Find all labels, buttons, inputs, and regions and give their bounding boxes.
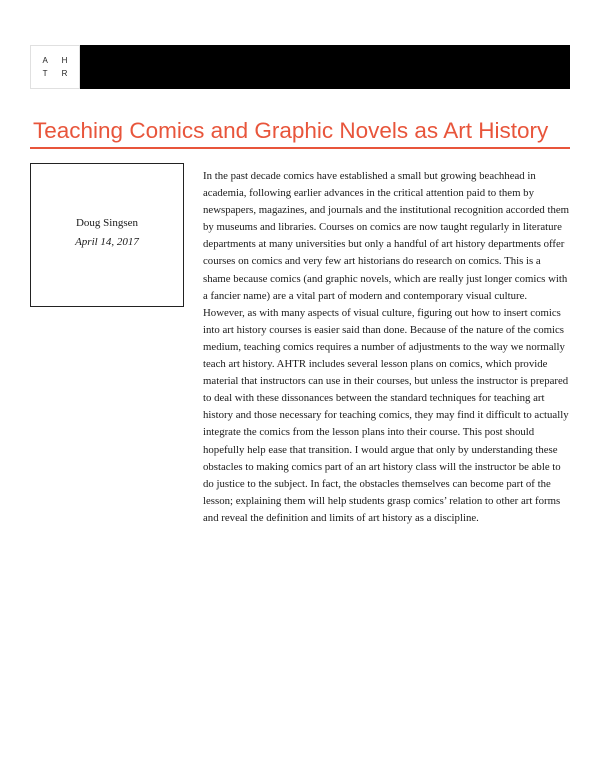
ahtr-logo[interactable]	[30, 45, 80, 89]
article-title: Teaching Comics and Graphic Novels as Art History	[33, 118, 549, 143]
publish-date: April 14, 2017	[75, 236, 139, 248]
article-body: In the past decade comics have established a small but growing beachhead in academia, following earlier advances in the critical attention paid to them by newspapers, magazines, and journals and the institutional recognition accorded them by museums and libraries. Courses on comics are now taught regularly in literature departments at many universities but only a handful of art history departments offer courses on comics and very few art historians do research on comics. This is a shame because comics (and graphic novels, which are really just longer comics with a fancier name) are a vital part of modern and contemporary visual culture. However, as with many aspects of visual culture, figuring out how to insert comics into art history courses is easier said than done. Because of the nature of the comics medium, teaching comics requires a number of adjustments to the way we normally teach art history. AHTR includes several lesson plans on comics, which provide material that instructors can use in their courses, but unless the instructor is prepared to deal with these dissonances between the standard techniques for teaching art history and those necessary for teaching comics, they may find it difficult to actually integrate the comics from the lesson plans into their course. This post should hopefully help ease that transition. I would argue that only by understanding these obstacles to making comics part of an art history class will the instructor be able to do justice to the subject. In fact, the obstacles themselves can become part of the lesson; explaining them will help students grasp comics’ relation to other art forms and reveal the definition and limits of art history as a discipline.	[203, 170, 570, 524]
author-name: Doug Singsen	[75, 217, 139, 229]
author-info-box	[30, 163, 184, 307]
title-underline	[30, 147, 570, 149]
logo-line-1: A H	[42, 56, 74, 65]
header-bar	[30, 45, 570, 89]
logo-line-2: T R	[42, 69, 74, 78]
